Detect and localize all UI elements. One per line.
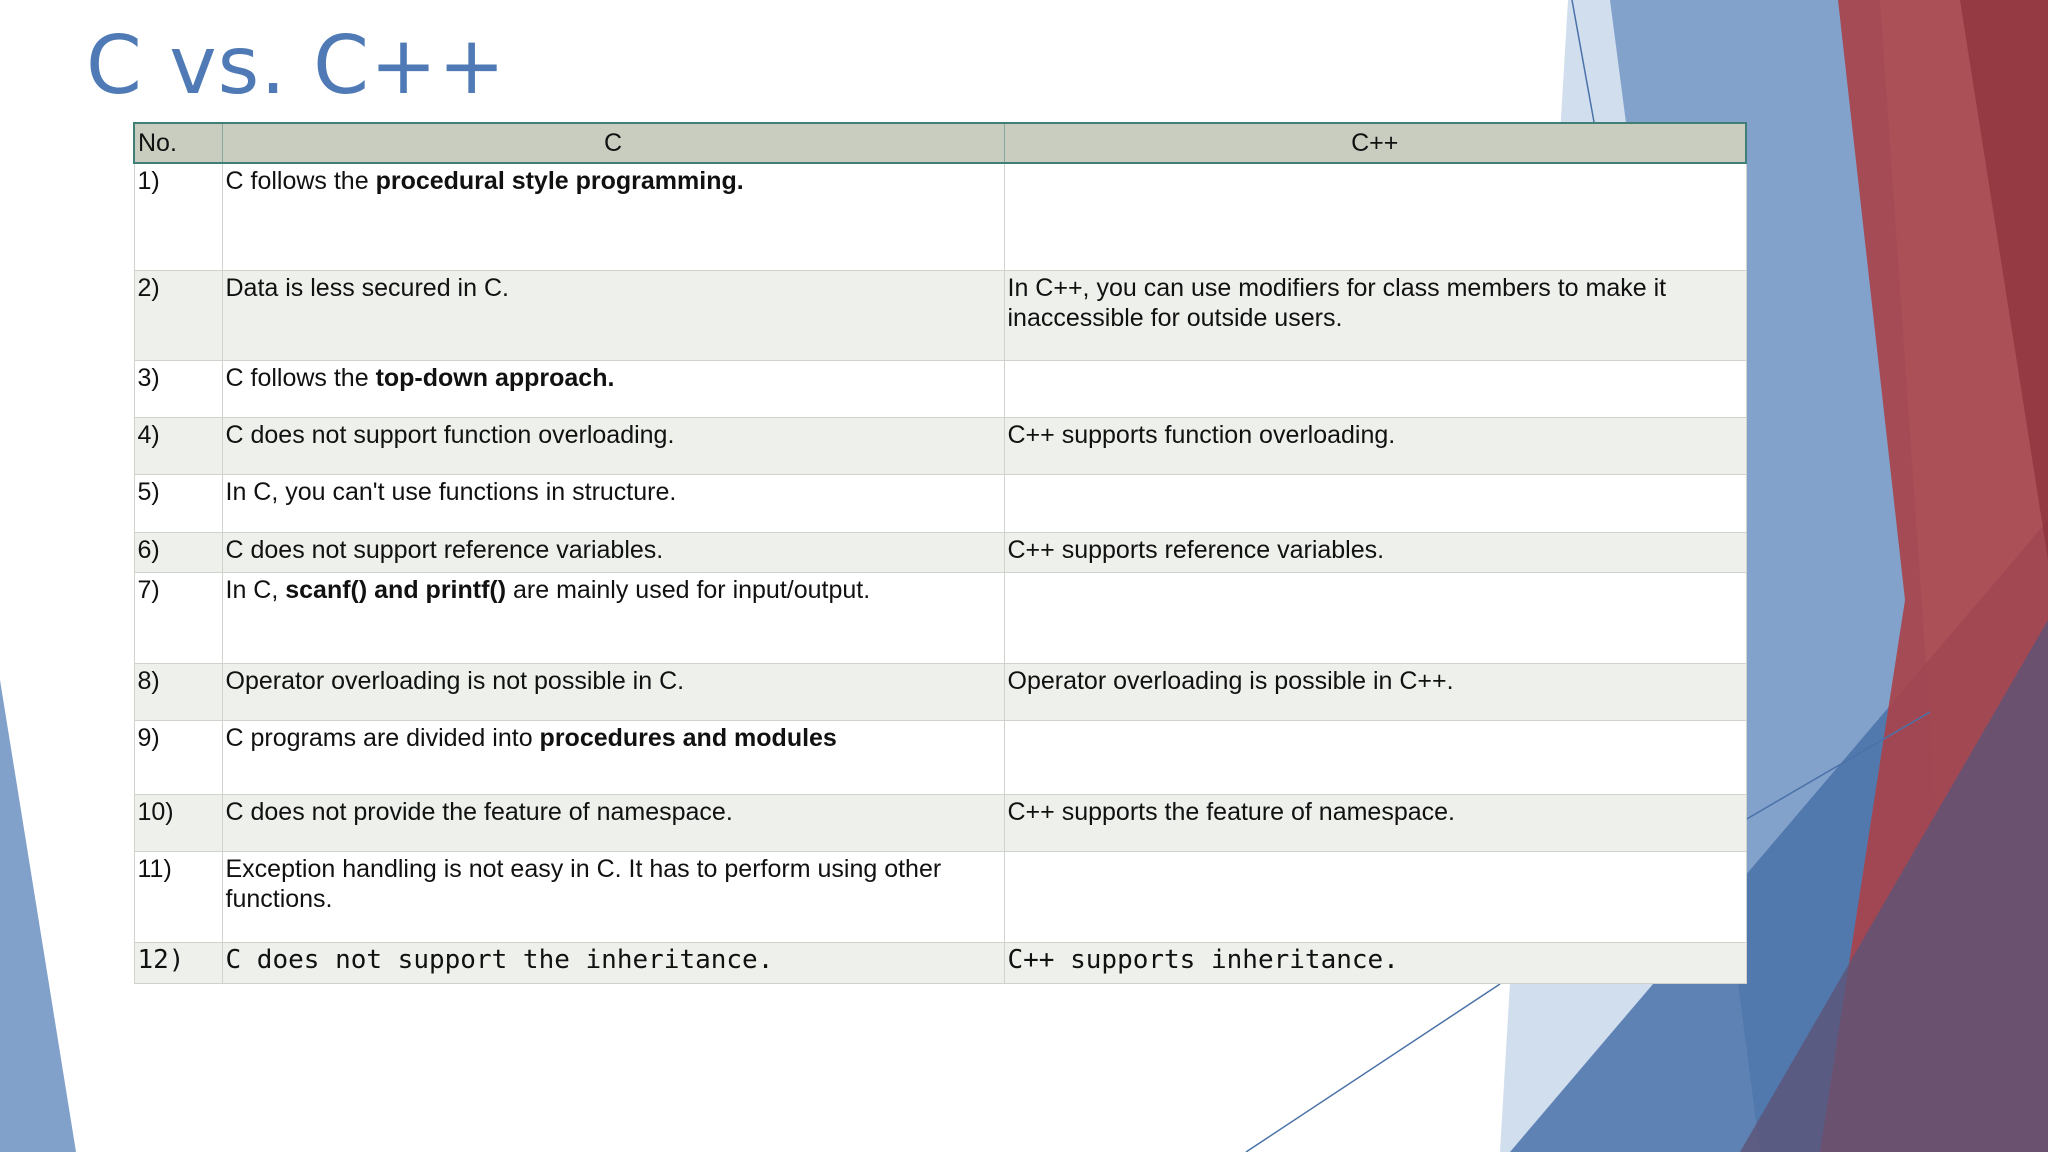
header-c: C <box>222 123 1004 163</box>
c-cell <box>222 532 1004 572</box>
cpp-cell <box>1004 163 1746 270</box>
row-number: 4) <box>134 417 222 474</box>
deco-line-lower <box>1246 984 1500 1152</box>
table-row <box>134 270 1746 360</box>
table-row <box>134 794 1746 851</box>
cpp-cell: Operator overloading is possible in C++. <box>1004 663 1746 720</box>
c-text: C programs are divided into <box>225 723 540 752</box>
row-number: 10) <box>134 794 222 851</box>
c-cell <box>222 572 1004 663</box>
row-number: 1) <box>134 163 222 270</box>
cpp-cell <box>1004 572 1746 663</box>
table-row <box>134 851 1746 942</box>
row-number: 3) <box>134 360 222 417</box>
c-text: C follows the <box>225 363 376 392</box>
table-row <box>134 532 1746 572</box>
table-row <box>134 572 1746 663</box>
c-cell <box>222 851 1004 942</box>
cpp-cell: In C++, you can use modifiers for class members to make it inaccessible for outside users. <box>1004 270 1746 360</box>
cpp-cell: C++ supports the feature of namespace. <box>1004 794 1746 851</box>
c-text-bold: procedures and modules <box>539 723 837 752</box>
slide-title: C vs. C++ <box>86 19 507 112</box>
table-row <box>134 663 1746 720</box>
c-text: In C, you can't use functions in structure. <box>225 477 677 506</box>
c-text: C does not provide the feature of namespace. <box>225 797 733 826</box>
header-no: No. <box>134 123 222 163</box>
c-text-bold: top-down approach. <box>375 363 615 392</box>
c-cell <box>222 417 1004 474</box>
c-text: Data is less secured in C. <box>225 273 509 302</box>
c-text: In C, <box>225 575 286 604</box>
cpp-cell <box>1004 474 1746 532</box>
row-number: 5) <box>134 474 222 532</box>
c-text-tail: are mainly used for input/output. <box>506 575 871 604</box>
header-cpp: C++ <box>1004 123 1746 163</box>
c-cell <box>222 270 1004 360</box>
row-number: 11) <box>134 851 222 942</box>
c-cell <box>222 163 1004 270</box>
row-number: 8) <box>134 663 222 720</box>
c-text-bold: scanf() and printf() <box>285 575 507 604</box>
c-cell <box>222 360 1004 417</box>
cpp-cell: C++ supports reference variables. <box>1004 532 1746 572</box>
c-cell <box>222 720 1004 794</box>
cpp-cell: C++ supports inheritance. <box>1004 942 1746 983</box>
table-row <box>134 163 1746 270</box>
cpp-cell: C++ supports function overloading. <box>1004 417 1746 474</box>
row-number: 7) <box>134 572 222 663</box>
c-text: Exception handling is not easy in C. It has to perform using other functions. <box>225 854 942 913</box>
c-cell <box>222 794 1004 851</box>
row-number: 6) <box>134 532 222 572</box>
cpp-cell <box>1004 851 1746 942</box>
table-row <box>134 474 1746 532</box>
c-text: Operator overloading is not possible in C. <box>225 666 685 695</box>
table-header-row <box>134 123 1746 163</box>
table-row <box>134 360 1746 417</box>
c-text: C does not support the inheritance. <box>225 944 774 975</box>
row-number: 2) <box>134 270 222 360</box>
table-row <box>134 942 1746 983</box>
row-number: 12) <box>134 942 222 983</box>
c-text: C follows the <box>225 167 376 195</box>
cpp-cell <box>1004 720 1746 794</box>
row-number: 9) <box>134 720 222 794</box>
table-row <box>134 720 1746 794</box>
c-text: C does not support function overloading. <box>225 420 675 449</box>
c-cell <box>222 663 1004 720</box>
comparison-table <box>133 122 1747 984</box>
c-text: C does not support reference variables. <box>225 535 664 564</box>
c-cell <box>222 942 1004 983</box>
c-cell <box>222 474 1004 532</box>
c-text-bold: procedural style programming. <box>375 167 744 195</box>
deco-blue-left <box>0 680 76 1152</box>
table-row <box>134 417 1746 474</box>
cpp-cell <box>1004 360 1746 417</box>
comparison-table-container <box>133 122 1745 984</box>
